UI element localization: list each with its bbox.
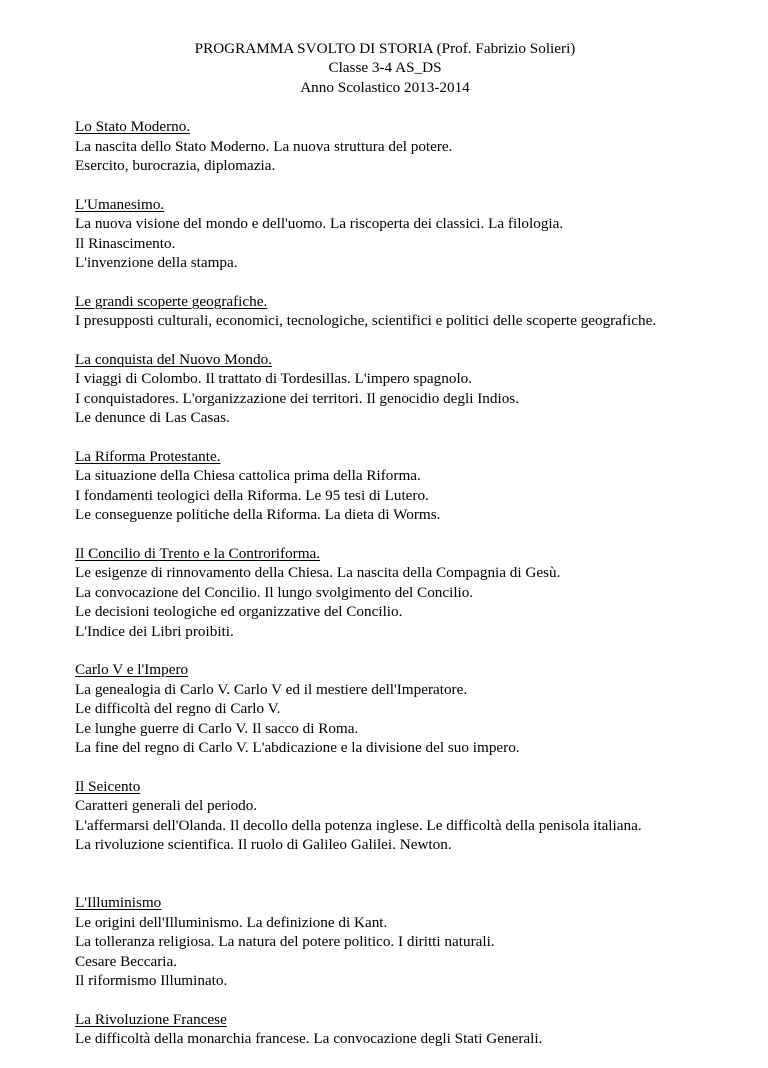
- document-header: [75, 39, 695, 97]
- section-line: Il riformismo Illuminato.: [75, 971, 228, 989]
- section-line: Le difficoltà del regno di Carlo V.: [75, 700, 281, 718]
- section-line: La fine del regno di Carlo V. L'abdicazione e la divisione del suo impero.: [75, 739, 520, 757]
- section-line: Le conseguenze politiche della Riforma. La dieta di Worms.: [75, 506, 441, 524]
- section-line: Caratteri generali del periodo.: [75, 797, 258, 815]
- header-title: PROGRAMMA SVOLTO DI STORIA (Prof. Fabrizio Solieri): [194, 40, 576, 57]
- document-page: [75, 39, 715, 1068]
- section-title: Carlo V e l'Impero: [75, 661, 189, 679]
- section-title: La Rivoluzione Francese: [75, 1010, 227, 1028]
- section-title: Lo Stato Moderno.: [75, 118, 191, 136]
- section-line: Il Rinascimento.: [75, 234, 176, 252]
- section-line: Le difficoltà della monarchia francese. La convocazione degli Stati Generali.: [75, 1030, 543, 1048]
- section-line: Esercito, burocrazia, diplomazia.: [75, 156, 276, 174]
- section-line: La nascita dello Stato Moderno. La nuova struttura del potere.: [75, 137, 453, 155]
- section-line: I fondamenti teologici della Riforma. Le 95 tesi di Lutero.: [75, 486, 429, 504]
- section-line: La rivoluzione scientifica. Il ruolo di Galileo Galilei. Newton.: [75, 836, 452, 854]
- section-riforma-protestante: [75, 447, 715, 525]
- section-carlo-v: [75, 660, 715, 757]
- section-line: Cesare Beccaria.: [75, 952, 178, 970]
- section-line: Le denunce di Las Casas.: [75, 409, 230, 427]
- section-line: I conquistadores. L'organizzazione dei territori. Il genocidio degli Indios.: [75, 389, 520, 407]
- section-line: Le origini dell'Illuminismo. La definizione di Kant.: [75, 913, 388, 931]
- section-line: L'affermarsi dell'Olanda. Il decollo della potenza inglese. Le difficoltà della penisola italiana.: [75, 816, 642, 834]
- section-line: Le decisioni teologiche ed organizzative del Concilio.: [75, 603, 403, 621]
- section-umanesimo: [75, 195, 715, 273]
- section-title: Il Seicento: [75, 777, 141, 795]
- section-line: La genealogia di Carlo V. Carlo V ed il mestiere dell'Imperatore.: [75, 680, 468, 698]
- section-scoperte-geografiche: [75, 292, 715, 331]
- section-illuminismo: [75, 893, 715, 990]
- section-title: La Riforma Protestante.: [75, 448, 221, 466]
- section-line: La situazione della Chiesa cattolica prima della Riforma.: [75, 467, 421, 485]
- section-title: L'Umanesimo.: [75, 195, 165, 213]
- section-line: I viaggi di Colombo. Il trattato di Tordesillas. L'impero spagnolo.: [75, 370, 473, 388]
- section-concilio-trento: [75, 544, 715, 641]
- header-school-year: Anno Scolastico 2013-2014: [300, 78, 470, 96]
- section-title: La conquista del Nuovo Mondo.: [75, 351, 272, 368]
- header-class: Classe 3-4 AS_DS: [328, 59, 442, 77]
- section-line: I presupposti culturali, economici, tecnologiche, scientifici e politici delle scoperte geografiche.: [75, 312, 657, 330]
- section-line: La tolleranza religiosa. La natura del potere politico. I diritti naturali.: [75, 933, 495, 951]
- section-title: Le grandi scoperte geografiche.: [75, 292, 268, 310]
- section-rivoluzione-francese: [75, 1010, 715, 1049]
- section-line: L'invenzione della stampa.: [75, 254, 238, 271]
- section-line: Le lunghe guerre di Carlo V. Il sacco di Roma.: [75, 719, 359, 737]
- section-line: L'Indice dei Libri proibiti.: [75, 622, 234, 640]
- section-line: La nuova visione del mondo e dell'uomo. La riscoperta dei classici. La filologia.: [75, 215, 564, 233]
- section-line: La convocazione del Concilio. Il lungo svolgimento del Concilio.: [75, 583, 474, 601]
- section-seicento: [75, 777, 715, 855]
- section-stato-moderno: [75, 117, 715, 175]
- section-title: Il Concilio di Trento e la Controriforma.: [75, 545, 321, 563]
- section-line: Le esigenze di rinnovamento della Chiesa. La nascita della Compagnia di Gesù.: [75, 564, 561, 582]
- section-nuovo-mondo: [75, 350, 715, 428]
- section-title: L'Illuminismo: [75, 894, 162, 912]
